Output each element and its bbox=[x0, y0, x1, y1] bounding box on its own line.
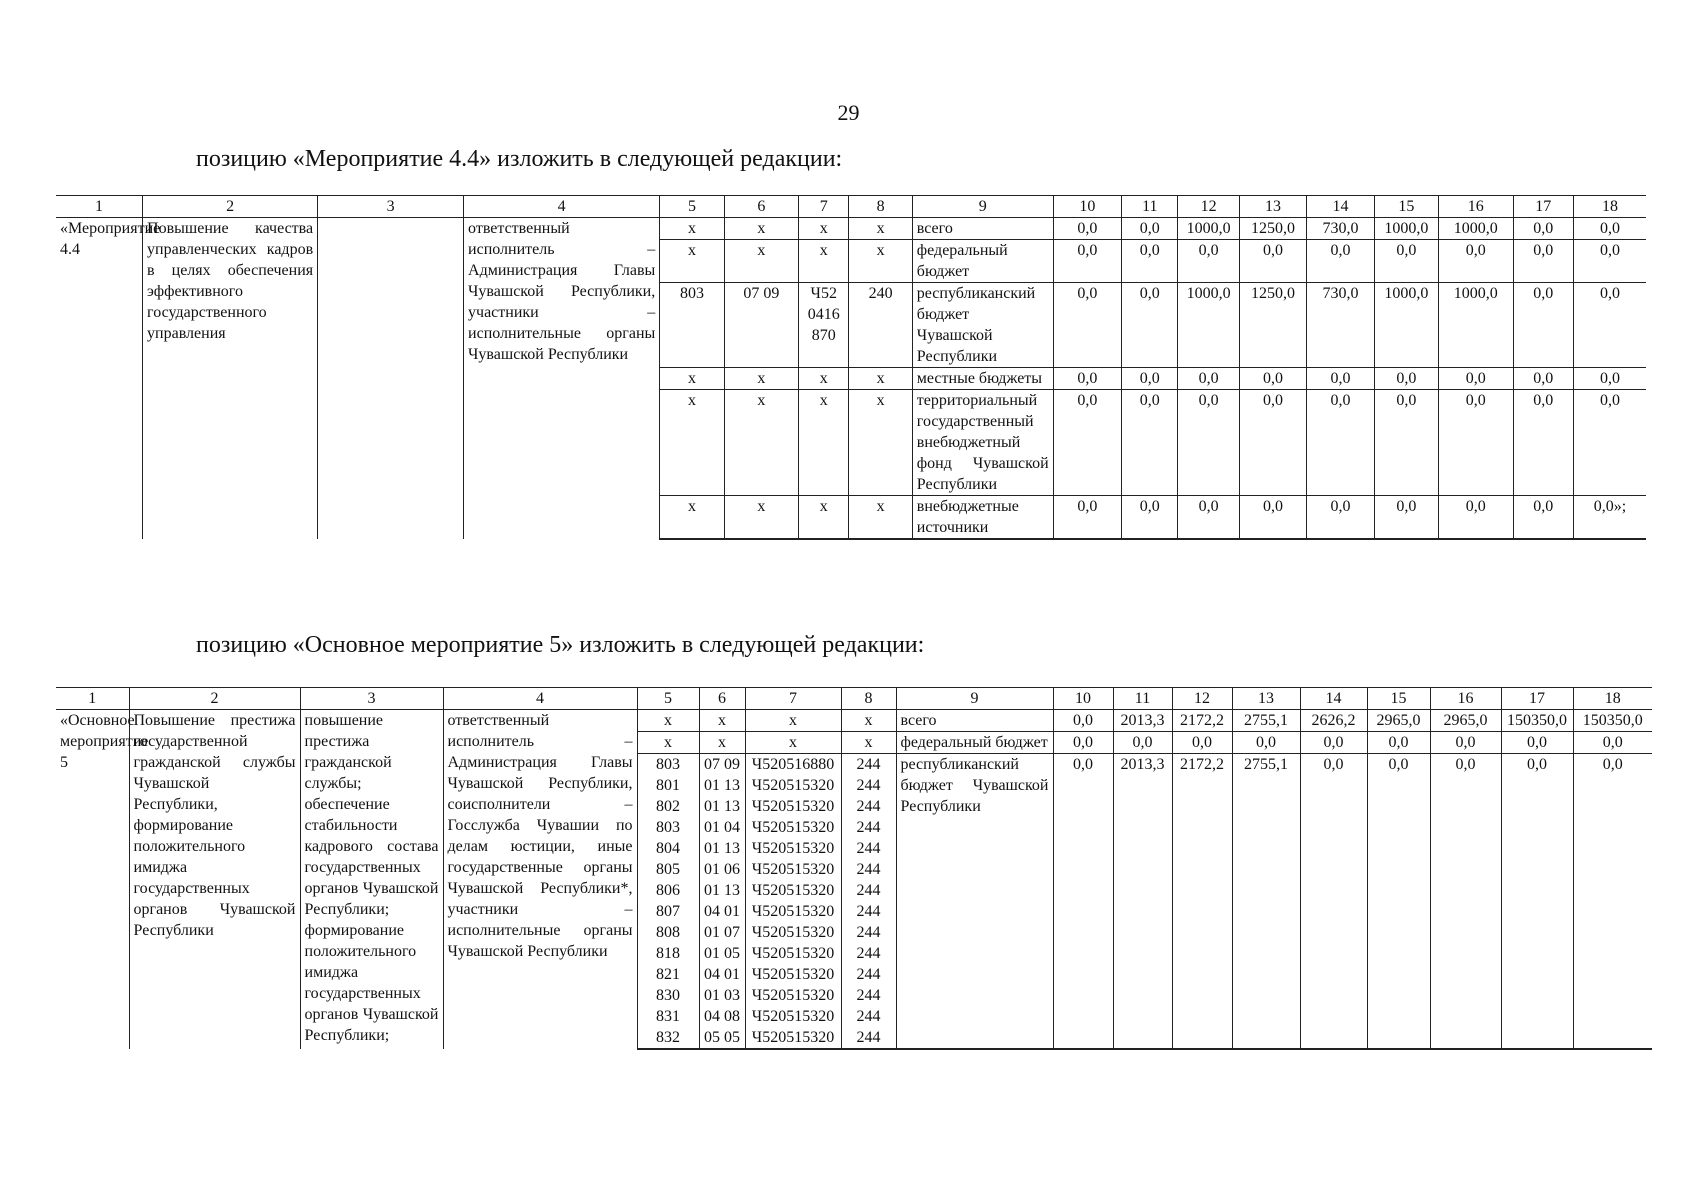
amount-col-10: 0,0 bbox=[1053, 390, 1121, 496]
column-number-5: 5 bbox=[637, 688, 699, 710]
target-article-code-list bbox=[745, 754, 841, 1050]
grbs-code: х bbox=[660, 218, 724, 240]
column-number-3: 3 bbox=[300, 688, 443, 710]
funding-source: всего bbox=[912, 218, 1053, 240]
funding-source: всего bbox=[896, 710, 1053, 732]
grbs-code: х bbox=[637, 732, 699, 754]
target-article-code: х bbox=[799, 496, 849, 540]
amount-col-14: 0,0 bbox=[1307, 496, 1374, 540]
amount-col-16: 0,0 bbox=[1439, 390, 1513, 496]
measure-number: «Мероприятие 4.4 bbox=[56, 218, 143, 540]
amount-col-16: 0,0 bbox=[1439, 496, 1513, 540]
target-article-code: Ч520516880 bbox=[751, 756, 835, 773]
amount-col-18: 0,0 bbox=[1573, 368, 1646, 390]
grbs-code: 808 bbox=[656, 924, 680, 941]
target-article-code: Ч520515320 bbox=[751, 987, 835, 1004]
section-heading-5: позицию «Основное мероприятие 5» изложить в следующей редакции: bbox=[196, 632, 925, 658]
grbs-code: 804 bbox=[656, 840, 680, 857]
column-number-3: 3 bbox=[318, 196, 464, 218]
amount-col-12: 0,0 bbox=[1178, 368, 1239, 390]
column-number-13: 13 bbox=[1239, 196, 1306, 218]
column-number-1: 1 bbox=[56, 196, 143, 218]
expense-type-code: 244 bbox=[856, 756, 881, 773]
funding-source: федеральный бюджет bbox=[896, 732, 1053, 754]
column-number-2: 2 bbox=[129, 688, 300, 710]
column-number-18: 18 bbox=[1573, 196, 1646, 218]
amount-col-12: 1000,0 bbox=[1178, 283, 1239, 368]
amount-col-13: 0,0 bbox=[1239, 390, 1306, 496]
table-main-measure-5 bbox=[56, 687, 1652, 1050]
column-number-17: 17 bbox=[1501, 688, 1573, 710]
column-number-7: 7 bbox=[745, 688, 841, 710]
amount-col-13: 0,0 bbox=[1239, 240, 1306, 283]
section-code-list bbox=[699, 754, 745, 1050]
amount-col-13: 2755,1 bbox=[1232, 754, 1300, 1050]
amount-col-16: 2965,0 bbox=[1430, 710, 1501, 732]
expense-type-code: 244 bbox=[856, 1029, 881, 1046]
grbs-code: х bbox=[660, 496, 724, 540]
amount-col-11: 0,0 bbox=[1122, 390, 1178, 496]
amount-col-14: 0,0 bbox=[1300, 754, 1367, 1050]
column-number-4: 4 bbox=[464, 196, 660, 218]
column-number-5: 5 bbox=[660, 196, 724, 218]
amount-col-16: 0,0 bbox=[1439, 240, 1513, 283]
amount-col-14: 0,0 bbox=[1300, 732, 1367, 754]
amount-col-15: 0,0 bbox=[1367, 754, 1430, 1050]
expense-type-code: 244 bbox=[856, 861, 881, 878]
section-code: 01 03 bbox=[704, 987, 740, 1004]
column-number-10: 10 bbox=[1053, 688, 1113, 710]
amount-col-10: 0,0 bbox=[1053, 240, 1121, 283]
amount-col-11: 0,0 bbox=[1122, 240, 1178, 283]
amount-col-15: 0,0 bbox=[1374, 390, 1438, 496]
measure-title: Повышение престижа государственной гражданской службы Чувашской Республики, формирование положительного имиджа государственных органов Чувашской Республики bbox=[129, 710, 300, 1050]
target-article-code: Ч520515320 bbox=[751, 861, 835, 878]
page-number: 29 bbox=[837, 100, 860, 125]
section-heading-4-4: позицию «Мероприятие 4.4» изложить в следующей редакции: bbox=[196, 146, 843, 172]
expense-type-code: х bbox=[849, 496, 912, 540]
amount-col-16: 0,0 bbox=[1430, 754, 1501, 1050]
column-number-1: 1 bbox=[56, 688, 129, 710]
expense-type-code: 244 bbox=[856, 987, 881, 1004]
amount-col-18: 0,0 bbox=[1573, 732, 1652, 754]
expense-type-code: х bbox=[849, 240, 912, 283]
amount-col-10: 0,0 bbox=[1053, 732, 1113, 754]
expense-type-code: 244 bbox=[856, 840, 881, 857]
amount-col-17: 0,0 bbox=[1513, 218, 1573, 240]
amount-col-11: 0,0 bbox=[1122, 368, 1178, 390]
target-article-code: Ч52 0416 870 bbox=[799, 283, 849, 368]
amount-col-10: 0,0 bbox=[1053, 710, 1113, 732]
section-code: х bbox=[724, 390, 798, 496]
amount-col-14: 2626,2 bbox=[1300, 710, 1367, 732]
expense-type-code: 244 bbox=[856, 777, 881, 794]
section-code: 01 13 bbox=[704, 798, 740, 815]
column-number-14: 14 bbox=[1300, 688, 1367, 710]
expense-type-code: х bbox=[849, 218, 912, 240]
column-number-8: 8 bbox=[841, 688, 896, 710]
amount-col-13: 0,0 bbox=[1239, 368, 1306, 390]
target-article-code: х bbox=[799, 240, 849, 283]
target-article-code: х bbox=[799, 218, 849, 240]
amount-col-11: 0,0 bbox=[1122, 496, 1178, 540]
grbs-code: 807 bbox=[656, 903, 680, 920]
measure-goal bbox=[318, 218, 464, 540]
grbs-code: 831 bbox=[656, 1008, 680, 1025]
section-code: х bbox=[724, 368, 798, 390]
section-code: х bbox=[699, 710, 745, 732]
grbs-code: 803 bbox=[656, 756, 680, 773]
funding-source: местные бюджеты bbox=[912, 368, 1053, 390]
measure-executors: ответственный исполнитель – Администрация Главы Чувашской Республики, участники – исполнительные органы Чувашской Республики bbox=[464, 218, 660, 540]
expense-type-code: 244 bbox=[856, 924, 881, 941]
expense-type-code: 244 bbox=[856, 1008, 881, 1025]
target-article-code: Ч520515320 bbox=[751, 1008, 835, 1025]
section-code: х bbox=[699, 732, 745, 754]
grbs-code: 805 bbox=[656, 861, 680, 878]
target-article-code: Ч520515320 bbox=[751, 903, 835, 920]
funding-source: республиканский бюджет Чувашской Республики bbox=[912, 283, 1053, 368]
table-measure-4-4 bbox=[56, 195, 1646, 540]
column-number-7: 7 bbox=[799, 196, 849, 218]
grbs-code: 806 bbox=[656, 882, 680, 899]
amount-col-11: 0,0 bbox=[1122, 218, 1178, 240]
target-article-code: Ч520515320 bbox=[751, 945, 835, 962]
amount-col-15: 0,0 bbox=[1374, 240, 1438, 283]
amount-col-13: 0,0 bbox=[1239, 496, 1306, 540]
section-code: х bbox=[724, 496, 798, 540]
expense-type-code: 244 bbox=[856, 819, 881, 836]
section-code: 01 13 bbox=[704, 882, 740, 899]
section-code: 01 05 bbox=[704, 945, 740, 962]
amount-col-15: 0,0 bbox=[1374, 368, 1438, 390]
expense-type-code: 244 bbox=[856, 966, 881, 983]
amount-col-15: 1000,0 bbox=[1374, 218, 1438, 240]
target-article-code: х bbox=[799, 390, 849, 496]
section-code: 07 09 bbox=[724, 283, 798, 368]
section-code: 04 01 bbox=[704, 966, 740, 983]
target-article-code: Ч520515320 bbox=[751, 819, 835, 836]
amount-col-17: 0,0 bbox=[1513, 368, 1573, 390]
target-article-code: Ч520515320 bbox=[751, 798, 835, 815]
amount-col-12: 0,0 bbox=[1178, 390, 1239, 496]
column-number-6: 6 bbox=[699, 688, 745, 710]
t2-header-row bbox=[56, 688, 1652, 710]
amount-col-18: 0,0 bbox=[1573, 754, 1652, 1050]
expense-type-code: 244 bbox=[856, 798, 881, 815]
amount-col-10: 0,0 bbox=[1053, 754, 1113, 1050]
amount-col-16: 1000,0 bbox=[1439, 218, 1513, 240]
grbs-code: 818 bbox=[656, 945, 680, 962]
amount-col-11: 0,0 bbox=[1113, 732, 1172, 754]
column-number-15: 15 bbox=[1367, 688, 1430, 710]
column-number-18: 18 bbox=[1573, 688, 1652, 710]
section-code: 01 06 bbox=[704, 861, 740, 878]
column-number-13: 13 bbox=[1232, 688, 1300, 710]
amount-col-18: 0,0 bbox=[1573, 240, 1646, 283]
amount-col-17: 0,0 bbox=[1513, 496, 1573, 540]
column-number-14: 14 bbox=[1307, 196, 1374, 218]
grbs-code: 821 bbox=[656, 966, 680, 983]
amount-col-13: 1250,0 bbox=[1239, 218, 1306, 240]
section-code: 01 13 bbox=[704, 840, 740, 857]
column-number-9: 9 bbox=[912, 196, 1053, 218]
column-number-8: 8 bbox=[849, 196, 912, 218]
section-code: 04 08 bbox=[704, 1008, 740, 1025]
amount-col-17: 0,0 bbox=[1513, 390, 1573, 496]
grbs-code: 803 bbox=[660, 283, 724, 368]
amount-col-11: 2013,3 bbox=[1113, 710, 1172, 732]
grbs-code: 801 bbox=[656, 777, 680, 794]
amount-col-12: 2172,2 bbox=[1172, 710, 1232, 732]
section-code: 01 13 bbox=[704, 777, 740, 794]
column-number-9: 9 bbox=[896, 688, 1053, 710]
amount-col-18: 0,0 bbox=[1573, 283, 1646, 368]
amount-col-13: 1250,0 bbox=[1239, 283, 1306, 368]
expense-type-code: х bbox=[841, 710, 896, 732]
target-article-code: Ч520515320 bbox=[751, 840, 835, 857]
funding-source: республиканский бюджет Чувашской Республики bbox=[896, 754, 1053, 1050]
amount-col-11: 0,0 bbox=[1122, 283, 1178, 368]
measure-executors: ответственный исполнитель – Администрация Главы Чувашской Республики, соисполнители – Госслужба Чувашии по делам юстиции, иные государственные органы Чувашской Республики*, участники – исполнительные органы Чувашской Республики bbox=[443, 710, 637, 1050]
amount-col-12: 0,0 bbox=[1172, 732, 1232, 754]
grbs-code: 802 bbox=[656, 798, 680, 815]
amount-col-15: 2965,0 bbox=[1367, 710, 1430, 732]
expense-type-code: х bbox=[849, 390, 912, 496]
section-code: х bbox=[724, 240, 798, 283]
column-number-10: 10 bbox=[1053, 196, 1121, 218]
amount-col-15: 0,0 bbox=[1374, 496, 1438, 540]
section-code: 04 01 bbox=[704, 903, 740, 920]
amount-col-11: 2013,3 bbox=[1113, 754, 1172, 1050]
amount-col-18: 0,0»; bbox=[1573, 496, 1646, 540]
target-article-code: Ч520515320 bbox=[751, 1029, 835, 1046]
expense-type-code: х bbox=[841, 732, 896, 754]
column-number-12: 12 bbox=[1172, 688, 1232, 710]
t1-header-row bbox=[56, 196, 1646, 218]
funding-source: территориальный государственный внебюджетный фонд Чувашской Республики bbox=[912, 390, 1053, 496]
grbs-code: 830 bbox=[656, 987, 680, 1004]
column-number-4: 4 bbox=[443, 688, 637, 710]
column-number-11: 11 bbox=[1113, 688, 1172, 710]
column-number-11: 11 bbox=[1122, 196, 1178, 218]
amount-col-18: 150350,0 bbox=[1573, 710, 1652, 732]
expense-type-code: 244 bbox=[856, 903, 881, 920]
grbs-code: 803 bbox=[656, 819, 680, 836]
expense-type-code-list bbox=[841, 754, 896, 1050]
amount-col-16: 1000,0 bbox=[1439, 283, 1513, 368]
target-article-code: Ч520515320 bbox=[751, 966, 835, 983]
amount-col-18: 0,0 bbox=[1573, 390, 1646, 496]
column-number-16: 16 bbox=[1439, 196, 1513, 218]
section-code: 01 04 bbox=[704, 819, 740, 836]
amount-col-12: 1000,0 bbox=[1178, 218, 1239, 240]
target-article-code: Ч520515320 bbox=[751, 777, 835, 794]
section-code: 05 05 bbox=[704, 1029, 740, 1046]
grbs-code: х bbox=[660, 240, 724, 283]
amount-col-14: 0,0 bbox=[1307, 368, 1374, 390]
amount-col-15: 1000,0 bbox=[1374, 283, 1438, 368]
table-row bbox=[56, 218, 1646, 240]
amount-col-17: 0,0 bbox=[1513, 283, 1573, 368]
expense-type-code: 244 bbox=[856, 882, 881, 899]
measure-title: Повышение качества управленческих кадров в целях обеспечения эффективного государственного управления bbox=[143, 218, 318, 540]
measure-goal: повышение престижа гражданской службы; обеспечение стабильности кадрового состава государственных органов Чувашской Республики; формирование положительного имиджа государственных органов Чувашской Республики; bbox=[300, 710, 443, 1050]
grbs-code: х bbox=[660, 368, 724, 390]
amount-col-16: 0,0 bbox=[1439, 368, 1513, 390]
amount-col-17: 0,0 bbox=[1501, 732, 1573, 754]
funding-source: федеральный бюджет bbox=[912, 240, 1053, 283]
amount-col-17: 0,0 bbox=[1501, 754, 1573, 1050]
amount-col-18: 0,0 bbox=[1573, 218, 1646, 240]
column-number-2: 2 bbox=[143, 196, 318, 218]
amount-col-16: 0,0 bbox=[1430, 732, 1501, 754]
expense-type-code: 244 bbox=[856, 945, 881, 962]
target-article-code: х bbox=[745, 732, 841, 754]
amount-col-17: 0,0 bbox=[1513, 240, 1573, 283]
amount-col-17: 150350,0 bbox=[1501, 710, 1573, 732]
section-code: 01 07 bbox=[704, 924, 740, 941]
target-article-code: х bbox=[745, 710, 841, 732]
amount-col-14: 730,0 bbox=[1307, 283, 1374, 368]
amount-col-15: 0,0 bbox=[1367, 732, 1430, 754]
amount-col-10: 0,0 bbox=[1053, 496, 1121, 540]
section-code: х bbox=[724, 218, 798, 240]
column-number-17: 17 bbox=[1513, 196, 1573, 218]
amount-col-13: 0,0 bbox=[1232, 732, 1300, 754]
amount-col-12: 0,0 bbox=[1178, 496, 1239, 540]
grbs-code: 832 bbox=[656, 1029, 680, 1046]
grbs-code-list bbox=[637, 754, 699, 1050]
target-article-code: х bbox=[799, 368, 849, 390]
amount-col-14: 0,0 bbox=[1307, 240, 1374, 283]
amount-col-12: 2172,2 bbox=[1172, 754, 1232, 1050]
table-row bbox=[56, 710, 1652, 732]
amount-col-13: 2755,1 bbox=[1232, 710, 1300, 732]
amount-col-14: 730,0 bbox=[1307, 218, 1374, 240]
column-number-6: 6 bbox=[724, 196, 798, 218]
measure-number: «Основное мероприятие 5 bbox=[56, 710, 129, 1050]
amount-col-10: 0,0 bbox=[1053, 283, 1121, 368]
target-article-code: Ч520515320 bbox=[751, 924, 835, 941]
amount-col-12: 0,0 bbox=[1178, 240, 1239, 283]
column-number-16: 16 bbox=[1430, 688, 1501, 710]
section-code: 07 09 bbox=[704, 756, 740, 773]
amount-col-14: 0,0 bbox=[1307, 390, 1374, 496]
funding-source: внебюджетные источники bbox=[912, 496, 1053, 540]
column-number-15: 15 bbox=[1374, 196, 1438, 218]
target-article-code: Ч520515320 bbox=[751, 882, 835, 899]
expense-type-code: 240 bbox=[849, 283, 912, 368]
column-number-12: 12 bbox=[1178, 196, 1239, 218]
amount-col-10: 0,0 bbox=[1053, 368, 1121, 390]
grbs-code: х bbox=[660, 390, 724, 496]
expense-type-code: х bbox=[849, 368, 912, 390]
amount-col-10: 0,0 bbox=[1053, 218, 1121, 240]
grbs-code: х bbox=[637, 710, 699, 732]
